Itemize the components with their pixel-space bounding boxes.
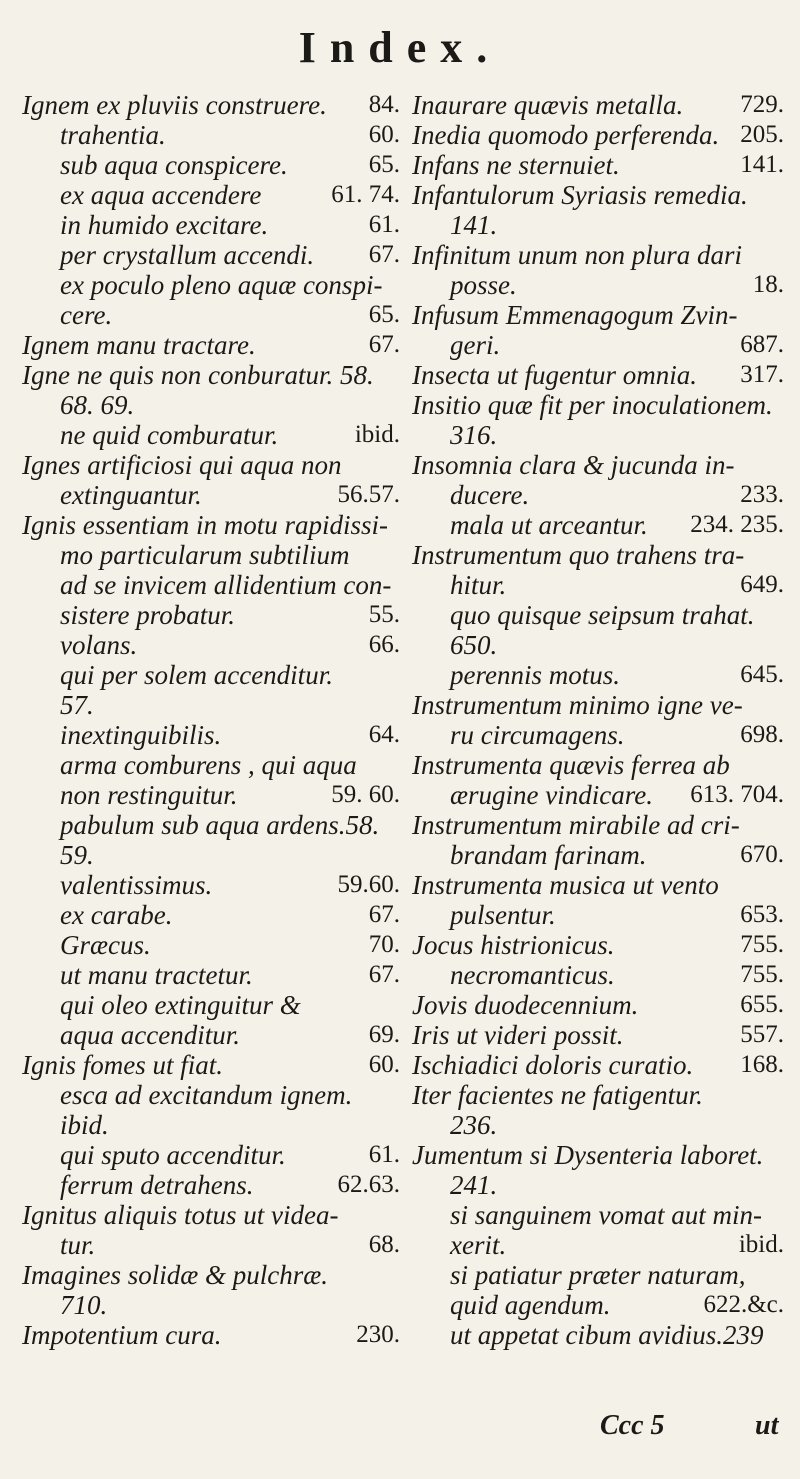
entry-text: valentissimus. [60, 870, 213, 900]
index-entry [412, 360, 784, 390]
index-entry [22, 240, 400, 270]
index-entry [412, 600, 784, 630]
entry-text: ut manu tractetur. [60, 960, 253, 990]
index-entry [412, 210, 784, 240]
index-entry [412, 660, 784, 690]
entry-text: per crystallum accendi. [60, 240, 315, 270]
index-entry [22, 150, 400, 180]
entry-text: 241. [450, 1170, 498, 1200]
entry-text: Infans ne sternuiet. [412, 150, 620, 180]
entry-text: Inaurare quævis metalla. [412, 90, 684, 120]
entry-text: Ignem ex pluviis construere. [22, 90, 327, 120]
index-entry [412, 1080, 784, 1110]
index-entry [22, 480, 400, 510]
entry-text: Instrumentum quo trahens tra- [412, 540, 745, 570]
index-entry [412, 120, 784, 150]
index-entry [412, 810, 784, 840]
entry-page-ref: 234. 235. [690, 511, 784, 538]
index-entry [412, 390, 784, 420]
entry-page-ref: ibid. [738, 1231, 784, 1258]
entry-page-ref: 65. [368, 151, 400, 178]
entry-text: Jovis duodecennium. [412, 990, 639, 1020]
index-entry [412, 570, 784, 600]
index-entry [412, 750, 784, 780]
entry-page-ref: 60. [368, 1051, 400, 1078]
entry-text: sistere probatur. [60, 600, 236, 630]
entry-text: Ischiadici doloris curatio. [412, 1050, 694, 1080]
index-entry [22, 840, 400, 870]
index-entry [22, 1290, 400, 1320]
entry-page-ref: 18. [752, 271, 784, 298]
entry-text: brandam farinam. [450, 840, 647, 870]
entry-text: si patiatur præter naturam, [450, 1260, 746, 1290]
entry-text: Igne ne quis non conburatur. 58. [22, 360, 374, 390]
entry-text: xerit. [450, 1230, 507, 1260]
index-entry [412, 1290, 784, 1320]
entry-text: Ignes artificiosi qui aqua non [22, 450, 342, 480]
index-entry [412, 930, 784, 960]
index-entry [22, 540, 400, 570]
index-entry [22, 1050, 400, 1080]
entry-page-ref: 649. [740, 571, 784, 598]
entry-text: Iris ut videri possit. [412, 1020, 624, 1050]
entry-text: aqua accenditur. [60, 1020, 240, 1050]
entry-page-ref: 56.57. [337, 481, 400, 508]
entry-page-ref: 557. [740, 1021, 784, 1048]
entry-text: geri. [450, 330, 501, 360]
index-entry [22, 330, 400, 360]
entry-text: si sanguinem vomat aut min- [450, 1200, 762, 1230]
entry-page-ref: 622.&c. [703, 1291, 784, 1318]
index-entry [22, 870, 400, 900]
entry-text: Impotentium cura. [22, 1320, 222, 1350]
index-entry [22, 780, 400, 810]
index-entry [22, 1140, 400, 1170]
index-entry [22, 990, 400, 1020]
index-entry [412, 480, 784, 510]
index-entry [22, 420, 400, 450]
entry-page-ref: 670. [740, 841, 784, 868]
index-entry [412, 990, 784, 1020]
entry-text: mo particularum subtilium [60, 540, 350, 570]
entry-text: ibid. [60, 1110, 109, 1140]
left-column [22, 90, 400, 1350]
entry-text: 236. [450, 1110, 498, 1140]
entry-text: quo quisque seipsum trahat. [450, 600, 755, 630]
index-entry [22, 90, 400, 120]
entry-page-ref: 64. [368, 721, 400, 748]
entry-page-ref: 645. [740, 661, 784, 688]
entry-text: ne quid comburatur. [60, 420, 279, 450]
entry-text: ex poculo pleno aquæ conspi- [60, 270, 383, 300]
entry-text: Jumentum si Dysenteria laboret. [412, 1140, 764, 1170]
entry-page-ref: 67. [368, 901, 400, 928]
index-entry [22, 720, 400, 750]
index-entry [412, 1260, 784, 1290]
entry-text: sub aqua conspicere. [60, 150, 288, 180]
entry-page-ref: 61. [368, 211, 400, 238]
entry-text: mala ut arceantur. [450, 510, 648, 540]
entry-text: Ignis essentiam in motu rapidissi- [22, 510, 389, 540]
entry-text: trahentia. [60, 120, 166, 150]
entry-text: in humido excitare. [60, 210, 269, 240]
entry-page-ref: 653. [740, 901, 784, 928]
entry-text: tur. [60, 1230, 96, 1260]
index-entry [22, 120, 400, 150]
entry-text: Ignis fomes ut fiat. [22, 1050, 223, 1080]
entry-page-ref: 67. [368, 961, 400, 988]
entry-text: 710. [60, 1290, 108, 1320]
entry-page-ref: 68. [368, 1231, 400, 1258]
index-entry [412, 270, 784, 300]
index-entry [22, 960, 400, 990]
index-entry [22, 270, 400, 300]
entry-page-ref: 729. [740, 91, 784, 118]
index-entry [22, 570, 400, 600]
index-entry [412, 330, 784, 360]
index-entry [412, 1200, 784, 1230]
entry-text: pabulum sub aqua ardens.58. [60, 810, 380, 840]
entry-page-ref: 687. [740, 331, 784, 358]
index-entry [412, 1320, 784, 1350]
index-entry [412, 720, 784, 750]
index-entry [22, 360, 400, 390]
index-entry [412, 1050, 784, 1080]
index-entry [22, 1260, 400, 1290]
index-entry [22, 690, 400, 720]
index-entry [412, 90, 784, 120]
index-entry [22, 1230, 400, 1260]
entry-text: ducere. [450, 480, 530, 510]
entry-text: Instrumenta quævis ferrea ab [412, 750, 730, 780]
index-entry [412, 1110, 784, 1140]
entry-text: cere. [60, 300, 113, 330]
index-entry [22, 1170, 400, 1200]
index-entry [22, 390, 400, 420]
right-column [412, 90, 784, 1350]
index-entry [22, 210, 400, 240]
index-entry [22, 600, 400, 630]
entry-text: extinguantur. [60, 480, 202, 510]
entry-page-ref: 66. [368, 631, 400, 658]
entry-page-ref: 61. 74. [331, 181, 400, 208]
entry-page-ref: 613. 704. [690, 781, 784, 808]
entry-text: Insitio quæ fit per inoculationem. [412, 390, 773, 420]
entry-text: Instrumenta musica ut vento [412, 870, 719, 900]
entry-text: ærugine vindicare. [450, 780, 653, 810]
entry-text: volans. [60, 630, 138, 660]
entry-text: qui per solem accenditur. [60, 660, 333, 690]
entry-page-ref: 60. [368, 121, 400, 148]
entry-text: Jocus histrionicus. [412, 930, 615, 960]
index-entry [22, 300, 400, 330]
entry-text: perennis motus. [450, 660, 620, 690]
entry-text: ad se invicem allidentium con- [60, 570, 392, 600]
index-entry [22, 1020, 400, 1050]
entry-text: Insomnia clara & jucunda in- [412, 450, 735, 480]
index-entry [412, 300, 784, 330]
index-entry [412, 780, 784, 810]
catchword: ut [755, 1410, 779, 1441]
entry-page-ref: 67. [368, 241, 400, 268]
entry-page-ref: 59.60. [337, 871, 400, 898]
index-entry [412, 510, 784, 540]
entry-page-ref: 317. [740, 361, 784, 388]
index-entry [412, 540, 784, 570]
entry-page-ref: 755. [740, 931, 784, 958]
index-entry [22, 1200, 400, 1230]
index-entry [412, 690, 784, 720]
entry-text: Infinitum unum non plura dari [412, 240, 743, 270]
entry-page-ref: 69. [368, 1021, 400, 1048]
index-entry [412, 1020, 784, 1050]
entry-text: pulsentur. [450, 900, 556, 930]
entry-page-ref: 55. [368, 601, 400, 628]
entry-text: 59. [60, 840, 94, 870]
index-entry [412, 840, 784, 870]
index-entry [22, 900, 400, 930]
index-entry [22, 1110, 400, 1140]
entry-page-ref: 698. [740, 721, 784, 748]
page-header: Index. [298, 23, 502, 72]
index-entry [22, 180, 400, 210]
entry-page-ref: 233. [740, 481, 784, 508]
index-entry [22, 630, 400, 660]
entry-text: inextinguibilis. [60, 720, 222, 750]
entry-page-ref: 62.63. [337, 1171, 400, 1198]
entry-page-ref: 168. [740, 1051, 784, 1078]
entry-text: 316. [450, 420, 498, 450]
entry-text: ex aqua accendere [60, 180, 262, 210]
entry-text: Infusum Emmenagogum Zvin- [412, 300, 738, 330]
entry-text: Insecta ut fugentur omnia. [412, 360, 697, 390]
index-entry [412, 450, 784, 480]
entry-page-ref: 84. [368, 91, 400, 118]
entry-text: 141. [450, 210, 498, 240]
entry-text: qui oleo extinguitur & [60, 990, 301, 1020]
entry-text: hitur. [450, 570, 507, 600]
index-entry [412, 960, 784, 990]
entry-text: Instrumentum mirabile ad cri- [412, 810, 740, 840]
entry-text: Infantulorum Syriasis remedia. [412, 180, 748, 210]
entry-text: 57. [60, 690, 94, 720]
entry-text: ferrum detrahens. [60, 1170, 254, 1200]
entry-text: ru circumagens. [450, 720, 625, 750]
entry-page-ref: 755. [740, 961, 784, 988]
entry-page-ref: 655. [740, 991, 784, 1018]
index-entry [412, 870, 784, 900]
entry-text: Græcus. [60, 930, 151, 960]
entry-text: Ignem manu tractare. [22, 330, 256, 360]
index-entry [22, 660, 400, 690]
entry-page-ref: 141. [740, 151, 784, 178]
entry-text: qui sputo accenditur. [60, 1140, 286, 1170]
index-entry [22, 510, 400, 540]
entry-text: arma comburens , qui aqua [60, 750, 357, 780]
entry-page-ref: 61. [368, 1141, 400, 1168]
entry-text: 650. [450, 630, 498, 660]
signature-mark: Ccc 5 [600, 1410, 665, 1441]
index-entry [412, 1230, 784, 1260]
entry-text: esca ad excitandum ignem. [60, 1080, 353, 1110]
index-entry [412, 180, 784, 210]
entry-text: 68. 69. [60, 390, 135, 420]
index-entry [412, 1170, 784, 1200]
index-entry [412, 1140, 784, 1170]
index-entry [22, 810, 400, 840]
index-entry [412, 900, 784, 930]
entry-page-ref: 65. [368, 301, 400, 328]
index-entry [22, 930, 400, 960]
entry-page-ref: 205. [740, 121, 784, 148]
entry-text: ut appetat cibum avidius.239 [450, 1320, 764, 1350]
index-entry [22, 750, 400, 780]
index-entry [412, 420, 784, 450]
entry-text: Iter facientes ne fatigentur. [412, 1080, 703, 1110]
entry-text: necromanticus. [450, 960, 615, 990]
entry-text: Imagines solidæ & pulchræ. [22, 1260, 329, 1290]
entry-page-ref: 59. 60. [331, 781, 400, 808]
index-entry [22, 450, 400, 480]
index-entry [412, 630, 784, 660]
entry-text: posse. [450, 270, 517, 300]
entry-text: Inedia quomodo perferenda. [412, 120, 720, 150]
entry-page-ref: 230. [356, 1321, 400, 1348]
entry-page-ref: 67. [368, 331, 400, 358]
entry-text: Instrumentum minimo igne ve- [412, 690, 743, 720]
entry-text: ex carabe. [60, 900, 173, 930]
entry-text: quid agendum. [450, 1290, 611, 1320]
index-entry [412, 240, 784, 270]
index-entry [22, 1320, 400, 1350]
index-entry [22, 1080, 400, 1110]
entry-page-ref: ibid. [354, 421, 400, 448]
entry-text: non restinguitur. [60, 780, 238, 810]
entry-text: Ignitus aliquis totus ut videa- [22, 1200, 339, 1230]
index-entry [412, 150, 784, 180]
entry-page-ref: 70. [368, 931, 400, 958]
